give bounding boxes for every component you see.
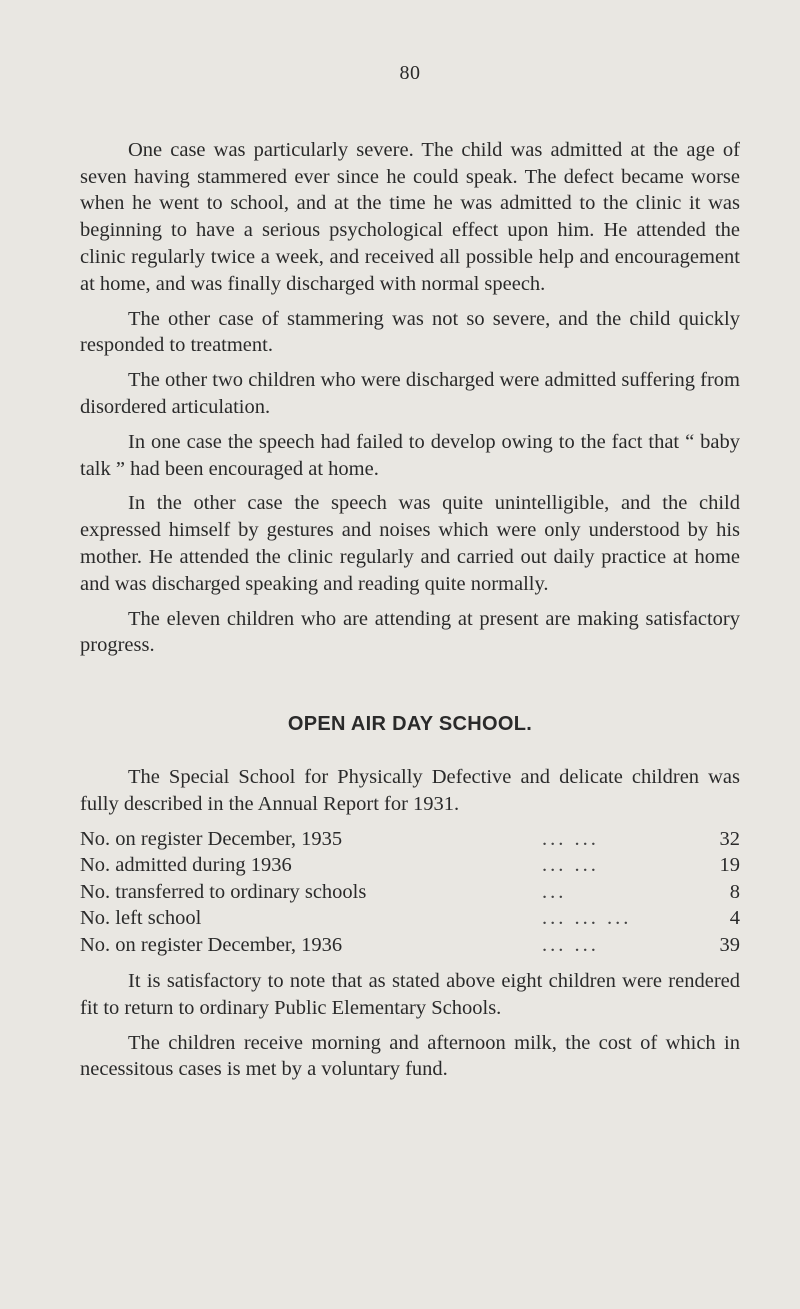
stat-label: No. left school <box>80 907 202 930</box>
register-statistics <box>80 826 740 959</box>
stat-value: 4 <box>729 907 740 930</box>
stat-value: 39 <box>719 933 740 956</box>
stat-row <box>80 879 740 906</box>
stat-label: No. on register December, 1936 <box>80 933 343 956</box>
leader-dots: ... ... <box>542 933 599 956</box>
section-heading: OPEN AIR DAY SCHOOL. <box>287 713 533 736</box>
leader-dots: ... <box>542 880 567 903</box>
paragraph-eleven-children: The eleven children who are attending at present are making satisfactory progress. <box>80 607 740 657</box>
document-page <box>80 60 740 1091</box>
leader-dots: ... ... <box>542 827 599 850</box>
paragraph-articulation: The other two children who were discharged were admitted suffering from disordered articulation. <box>80 369 740 418</box>
paragraph-severe-case: One case was particularly severe. The child was admitted at the age of seven having stammered ever since he could speak. The defect became worse when he went to school, and at the time he was admitted to the clinic it was beginning to have a serious psychological effect upon him. He attended the clinic regularly twice a week, and received all possible help and encouragement at home, and was finally discharged with normal speech. <box>80 138 740 295</box>
stat-row <box>80 826 740 853</box>
leader-dots: ... ... <box>542 854 599 877</box>
stat-label: No. on register December, 1935 <box>80 827 343 850</box>
stat-row <box>80 852 740 879</box>
stat-label: No. transferred to ordinary schools <box>80 880 367 903</box>
leader-dots: ... ... ... <box>542 907 632 930</box>
paragraph-milk: The children receive morning and afternoon milk, the cost of which in necessitous cases is met by a voluntary fund. <box>80 1031 740 1081</box>
paragraph-special-school: The Special School for Physically Defective and delicate children was fully described in the Annual Report for 1931. <box>80 765 740 815</box>
paragraph-other-stammering: The other case of stammering was not so severe, and the child quickly responded to treatment. <box>80 307 740 357</box>
paragraph-satisfactory: It is satisfactory to note that as stated above eight children were rendered fit to return to ordinary Public Elementary Schools. <box>80 970 740 1019</box>
stat-row <box>80 905 740 932</box>
stat-label: No. admitted during 1936 <box>80 854 292 877</box>
stat-value: 8 <box>729 880 740 903</box>
stat-value: 19 <box>719 854 740 877</box>
page-number: 80 <box>399 62 421 84</box>
stat-row <box>80 932 740 959</box>
stat-value: 32 <box>719 827 740 850</box>
paragraph-unintelligible: In the other case the speech was quite unintelligible, and the child expressed himself by gestures and noises which were only understood by his mother. He attended the clinic regularly and carried out daily practice at home and was discharged speaking and reading quite normally. <box>80 492 740 595</box>
paragraph-baby-talk: In one case the speech had failed to develop owing to the fact that “ baby talk ” had been encouraged at home. <box>80 430 740 480</box>
